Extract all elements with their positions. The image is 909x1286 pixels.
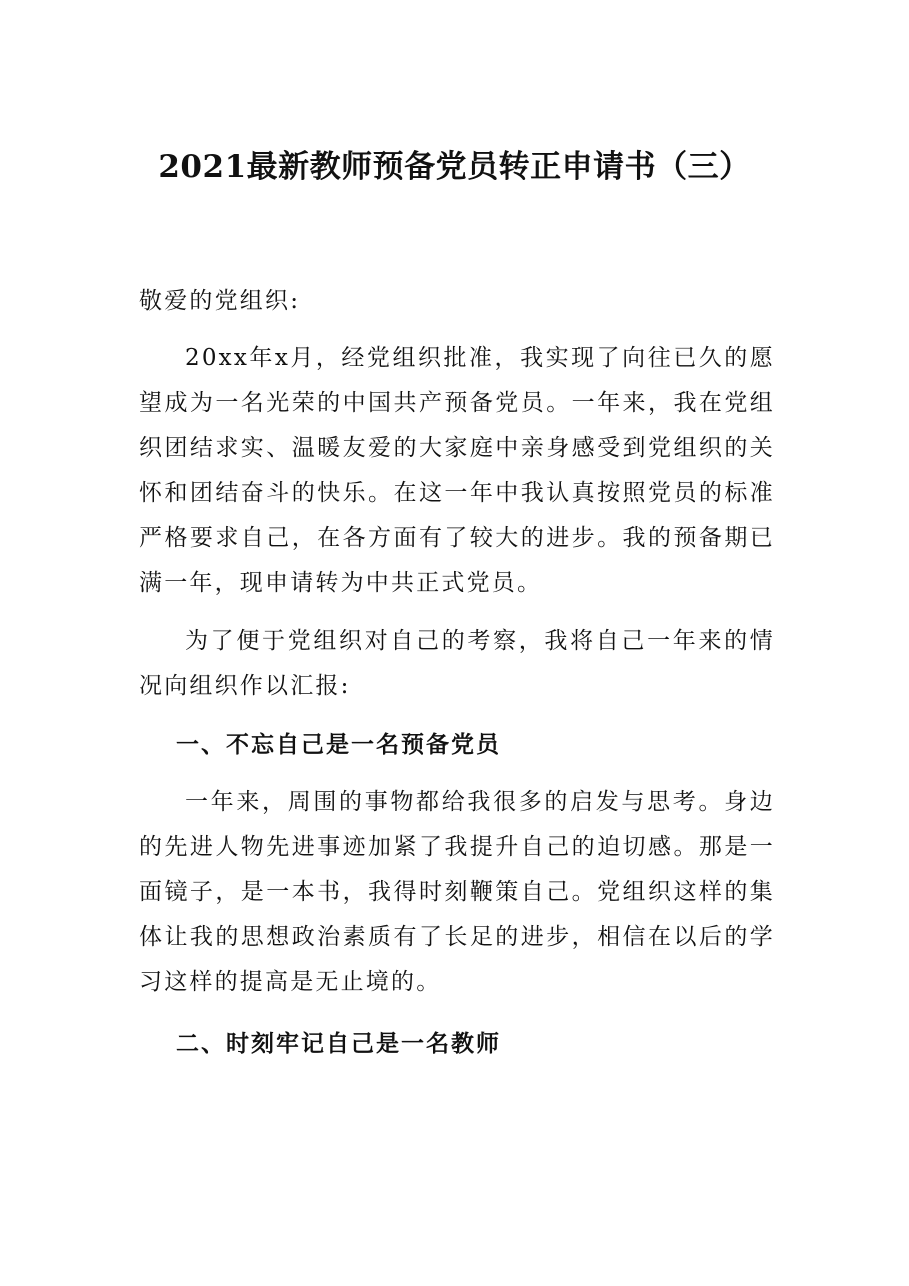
document-title: 2021最新教师预备党员转正申请书（三） bbox=[158, 149, 751, 185]
paragraph-report-intro: 为了便于党组织对自己的考察，我将自己一年来的情况向组织作以汇报: bbox=[139, 628, 775, 699]
section-body-1: 一年来，周围的事物都给我很多的启发与思考。身边的先进人物先进事迹加紧了我提升自己的迫切感。那是一面镜子，是一本书，我得时刻鞭策自己。党组织这样的集体让我的思想政治素质有了长足的进步，相信在以后的学习这样的提高是无止境的。 bbox=[139, 789, 775, 995]
paragraph-approval: 20xx年x月，经党组织批准，我实现了向往已久的愿望成为一名光荣的中国共产预备党员。一年来，我在党组织团结求实、温暖友爱的大家庭中亲身感受到党组织的关怀和团结奋斗的快乐。在这一年中我认真按照党员的标准严格要求自己，在各方面有了较大的进步。我的预备期已满一年，现申请转为中共正式党员。 bbox=[139, 345, 775, 596]
document-body bbox=[139, 279, 775, 1079]
section-heading-2: 二、时刻牢记自己是一名教师 bbox=[176, 1030, 501, 1057]
section-heading-1: 一、不忘自己是一名预备党员 bbox=[176, 731, 501, 758]
salutation: 敬爱的党组织: bbox=[139, 288, 301, 314]
